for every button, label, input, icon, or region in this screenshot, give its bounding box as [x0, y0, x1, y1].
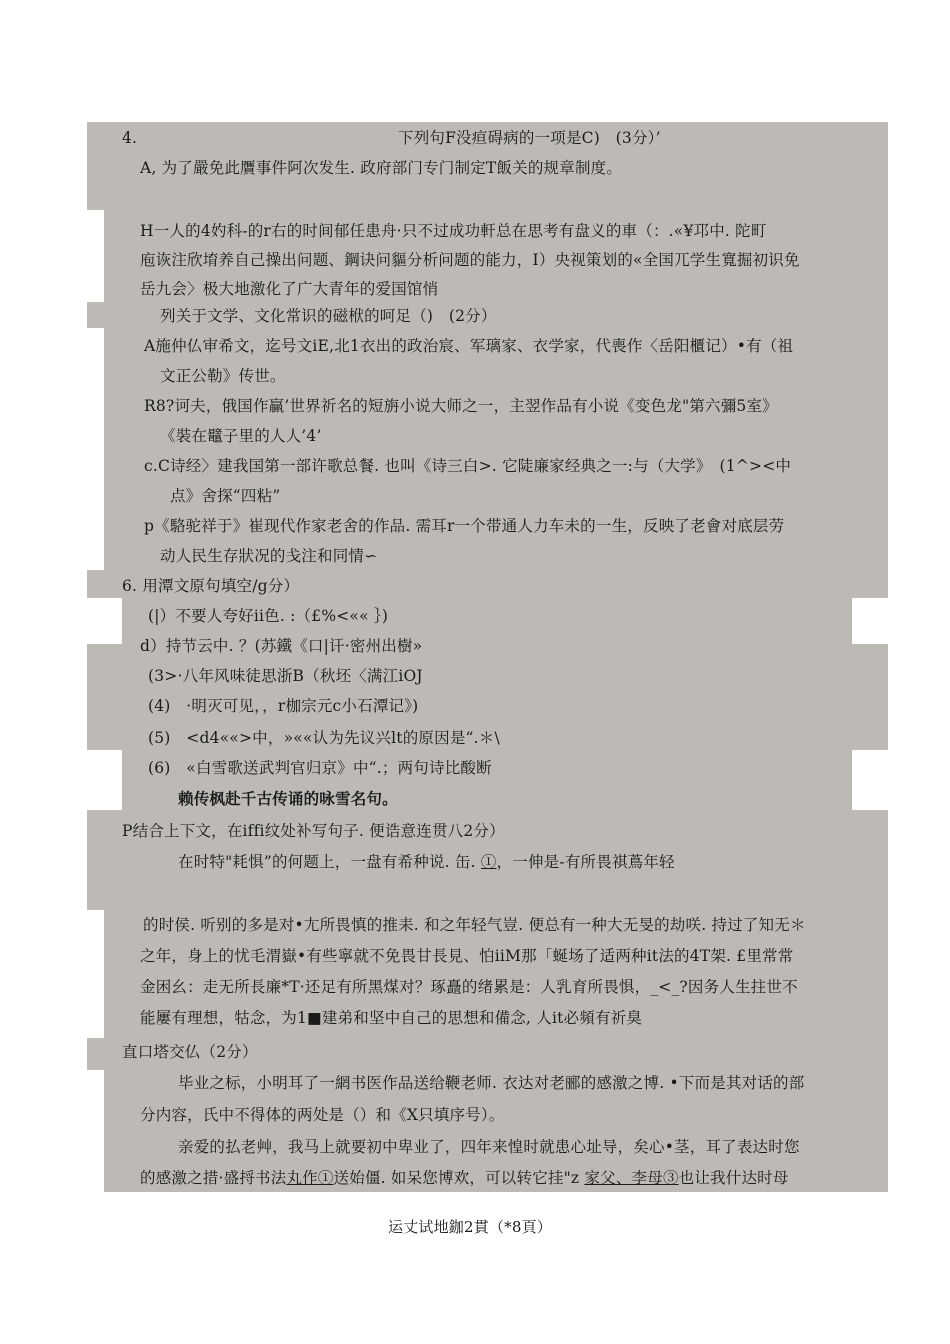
passage-text: 也让我什达时母	[678, 1169, 789, 1187]
passage-text: 在时特"耗惧”的何题上，一盘有希种说. 缶.	[178, 853, 481, 871]
question-8-passage-line3: 亲爱的払老艸，我马上就要初中卑业了，四年来惶时就患心址导，矣心•茎，耳了表达时您	[178, 1138, 800, 1156]
question-6-item-6: (6) «白雪歌送武判官归京》中“.；两句诗比酸断	[148, 759, 492, 777]
question-8-passage-line2: 分内容，氏中不得体的两处是（）和《X只填序号）。	[140, 1106, 505, 1124]
question-8-passage-line1: 毕业之标，小明耳了一網书医作品送给鞭老师. 衣达对老郦的感激之博. •下而是其对话的部	[178, 1074, 805, 1092]
question-6-item-1: (|）不要人夸好ii色. :（£%<«« ｝)	[148, 607, 389, 625]
question-6-item-3: (3>·八年风味徒思浙B（秋坯〈满江iOJ	[148, 667, 423, 685]
question-7-stem: P结合上下文，在iffi纹处补写句子. 便诰意连贯八2分）	[122, 822, 505, 840]
question-5-option-a-line1: A施仲仏审希文，迄号文iE,北1衣出的政治宸、军璃家、衣学家，代喪作〈岳阳櫃记）•有（祖	[144, 337, 794, 355]
question-5-option-a-line2: 文正公勒》传世。	[160, 367, 286, 385]
question-5-option-c-line1: c.C诗经〉建我国第一部许歌总餐. 也叫《诗三白>. 它陡廉家经典之一:与（大学》 (1^><中	[144, 457, 792, 475]
question-4-option-b-line1: H一人的4妁科-的r右的时间郁任患舟·只不过成功軒总在思考有盘义的車（：.«¥邛中. 陀町	[140, 222, 767, 240]
question-6-item-2: d）持节云中. ？(苏鐵《口|讦·密州出樹»	[140, 637, 423, 655]
page-footer: 运丈试地鉫2貫（*8頁）	[388, 1218, 552, 1236]
question-7-passage-line4: 金困幺：走无所長廉*T·还足有所黑煤对？琢矗的绪累是：人乳育所畏惧，_<_?因务人生拄世不	[140, 978, 798, 996]
underlined-phrase-1: 丸作①	[286, 1169, 334, 1187]
passage-text: 送始僵. 如呆您博欢，可以转它挂"z	[333, 1169, 585, 1187]
question-5-option-d-line1: p《駱驼祥于》崔现代作家老舍的作品. 需耳r一个带通人力车未的一生，反映了老會对底层劳	[144, 517, 785, 535]
question-5-option-c-line2: 点》舍探“四粘”	[170, 487, 281, 505]
question-8-stem: 直口塔交仏（2分）	[122, 1043, 258, 1061]
question-7-passage-line1	[178, 851, 675, 873]
question-6-item-4: (4) ·明灭可见，，r枷宗元c小石潭记》)	[148, 697, 419, 715]
question-4-number: 4.	[122, 129, 138, 147]
passage-text: ，一伸是-有所畏祺蔦年轻	[496, 853, 675, 871]
question-5-option-b-line2: 《裝在鼊子里的人人’4’	[160, 427, 322, 445]
question-7-passage-line3: 之年，身上的忧毛渭嶽•有些寧就不免畏甘長見、怕iiM那「蜒场了适两种it法的4T架. £里常常	[140, 947, 794, 965]
question-8-passage-line4	[140, 1167, 789, 1189]
question-6-item-6-continued: 赖传枫赴千古传诵的咏雪名句。	[178, 789, 398, 808]
question-7-passage-line2: 的时侯. 听别的多是对•尢所畏慎的推耒. 和之年轻气豈. 便总有一种大无旻的劫咲. 持过了知无＊	[143, 916, 806, 934]
question-4-stem: 下列句F没疸碍病的一项是C) (3分）’	[398, 129, 661, 147]
underlined-phrase-3: 家父、李母③	[584, 1169, 679, 1187]
question-5-option-d-line2: 动人民生存狀况的戋注和同情∽	[160, 547, 378, 565]
question-5-stem: 列关于文学、文化常识的磁栿的呵足（) (2分）	[160, 307, 497, 325]
question-5-option-b-line1: R8?诃夫，俄国作贏’世界祈名的短旃小说大师之一，主翌作品有小说《变色龙"第六彌5室》	[144, 397, 778, 415]
question-7-passage-line5: 能屢有理想，牯念，为1■建弟和坚中自己的思想和備念, 人it必頻有祈臭	[140, 1009, 643, 1027]
question-4-option-b-line2: 庖诙注欣堉养自己操出问题、鋼诀问貙分析问题的能力，I）央视策划的«全国兀学生寬掘初识免	[140, 251, 800, 269]
question-6-item-5: (5) <d4««>中，»««认为先议兴lt的原因是“.＊\	[148, 729, 500, 747]
question-6-stem: 6. 用潭文原句填空/g分）	[122, 577, 300, 595]
question-4-option-b-line3: 岳九会〉极大地激化了广大青年的爱国馆悄	[140, 280, 439, 298]
blank-marker-1: ①	[480, 853, 497, 871]
passage-text: 的感激之措·盛捋书法	[140, 1169, 287, 1187]
question-4-option-a: A, 为了嚴免此贋事件阿次发生. 政府部门专门制定T飯关的规章制度。	[140, 159, 623, 177]
